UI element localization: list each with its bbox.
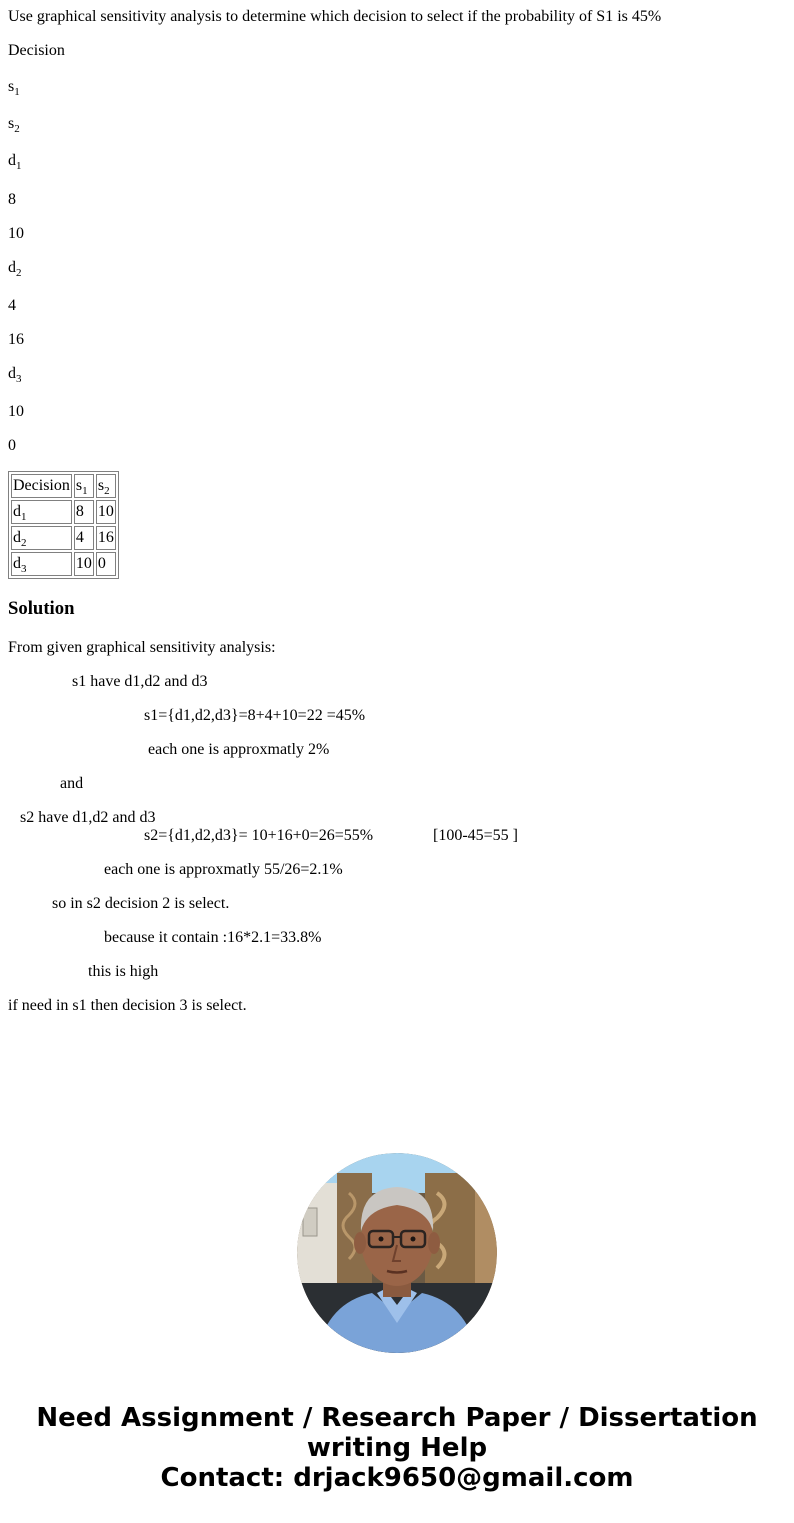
solution-line: s2={d1,d2,d3}= 10+16+0=26=55%	[144, 827, 374, 844]
row-decision-label: $d_1$	[11, 500, 72, 524]
raw-d3-value-s2: 0	[8, 437, 16, 454]
table-row	[11, 552, 116, 576]
row-s2-value: 16	[96, 526, 116, 550]
solution-line: s1={d1,d2,d3}=8+4+10=22 =45%	[144, 707, 366, 724]
raw-d3-value-s1: 10	[8, 403, 24, 420]
row-s2-value: 0	[96, 552, 116, 576]
footer-line-2: writing Help	[306, 1433, 488, 1463]
solution-line: because it contain :16*2.1=33.8%	[104, 929, 322, 946]
row-s2-value: 10	[96, 500, 116, 524]
portrait-image	[297, 1153, 497, 1353]
raw-d3-label: $d_3$	[8, 365, 22, 386]
question-text: Use graphical sensitivity analysis to determine which decision to select if the probability of S1 is 45%	[8, 8, 662, 25]
solution-line-note: [100-45=55 ]	[433, 827, 519, 844]
solution-line: each one is approxmatly 55/26=2.1%	[104, 861, 343, 878]
row-s1-value: 4	[74, 526, 94, 550]
solution-line: this is high	[88, 963, 159, 980]
row-decision-label: $d_3$	[11, 552, 72, 576]
solution-heading: Solution	[8, 598, 75, 619]
solution-line: s2 have d1,d2 and d3	[20, 809, 156, 826]
row-s1-value: 10	[74, 552, 94, 576]
header-s1: $s_1$	[74, 474, 94, 498]
raw-d1-value-s2: 10	[8, 225, 24, 242]
raw-s1-label: $s_1$	[8, 78, 20, 99]
table-row	[11, 500, 116, 524]
raw-d1-label: $d_1$	[8, 152, 22, 173]
raw-d2-label: $d_2$	[8, 259, 22, 280]
solution-line: each one is approxmatly 2%	[148, 741, 330, 758]
header-decision: Decision	[11, 474, 72, 498]
avatar	[297, 1153, 497, 1353]
solution-line: From given graphical sensitivity analysis:	[8, 639, 276, 656]
raw-decision-label: Decision	[8, 42, 65, 59]
row-s1-value: 8	[74, 500, 94, 524]
raw-d2-value-s2: 16	[8, 331, 24, 348]
raw-d2-value-s1: 4	[8, 297, 16, 314]
table-row	[11, 526, 116, 550]
solution-line: and	[60, 775, 84, 792]
solution-line: so in s2 decision 2 is select.	[52, 895, 230, 912]
payoff-table	[8, 471, 119, 579]
row-decision-label: $d_2$	[11, 526, 72, 550]
footer-advert	[0, 1403, 794, 1493]
footer-contact: Contact: drjack9650@gmail.com	[160, 1463, 634, 1493]
footer-line-1: Need Assignment / Research Paper / Dissertation	[36, 1403, 758, 1433]
table-header-row	[11, 474, 116, 498]
raw-s2-label: $s_2$	[8, 115, 20, 136]
solution-line: s1 have d1,d2 and d3	[72, 673, 208, 690]
header-s2: $s_2$	[96, 474, 116, 498]
raw-d1-value-s1: 8	[8, 191, 16, 208]
solution-line: if need in s1 then decision 3 is select.	[8, 997, 247, 1014]
